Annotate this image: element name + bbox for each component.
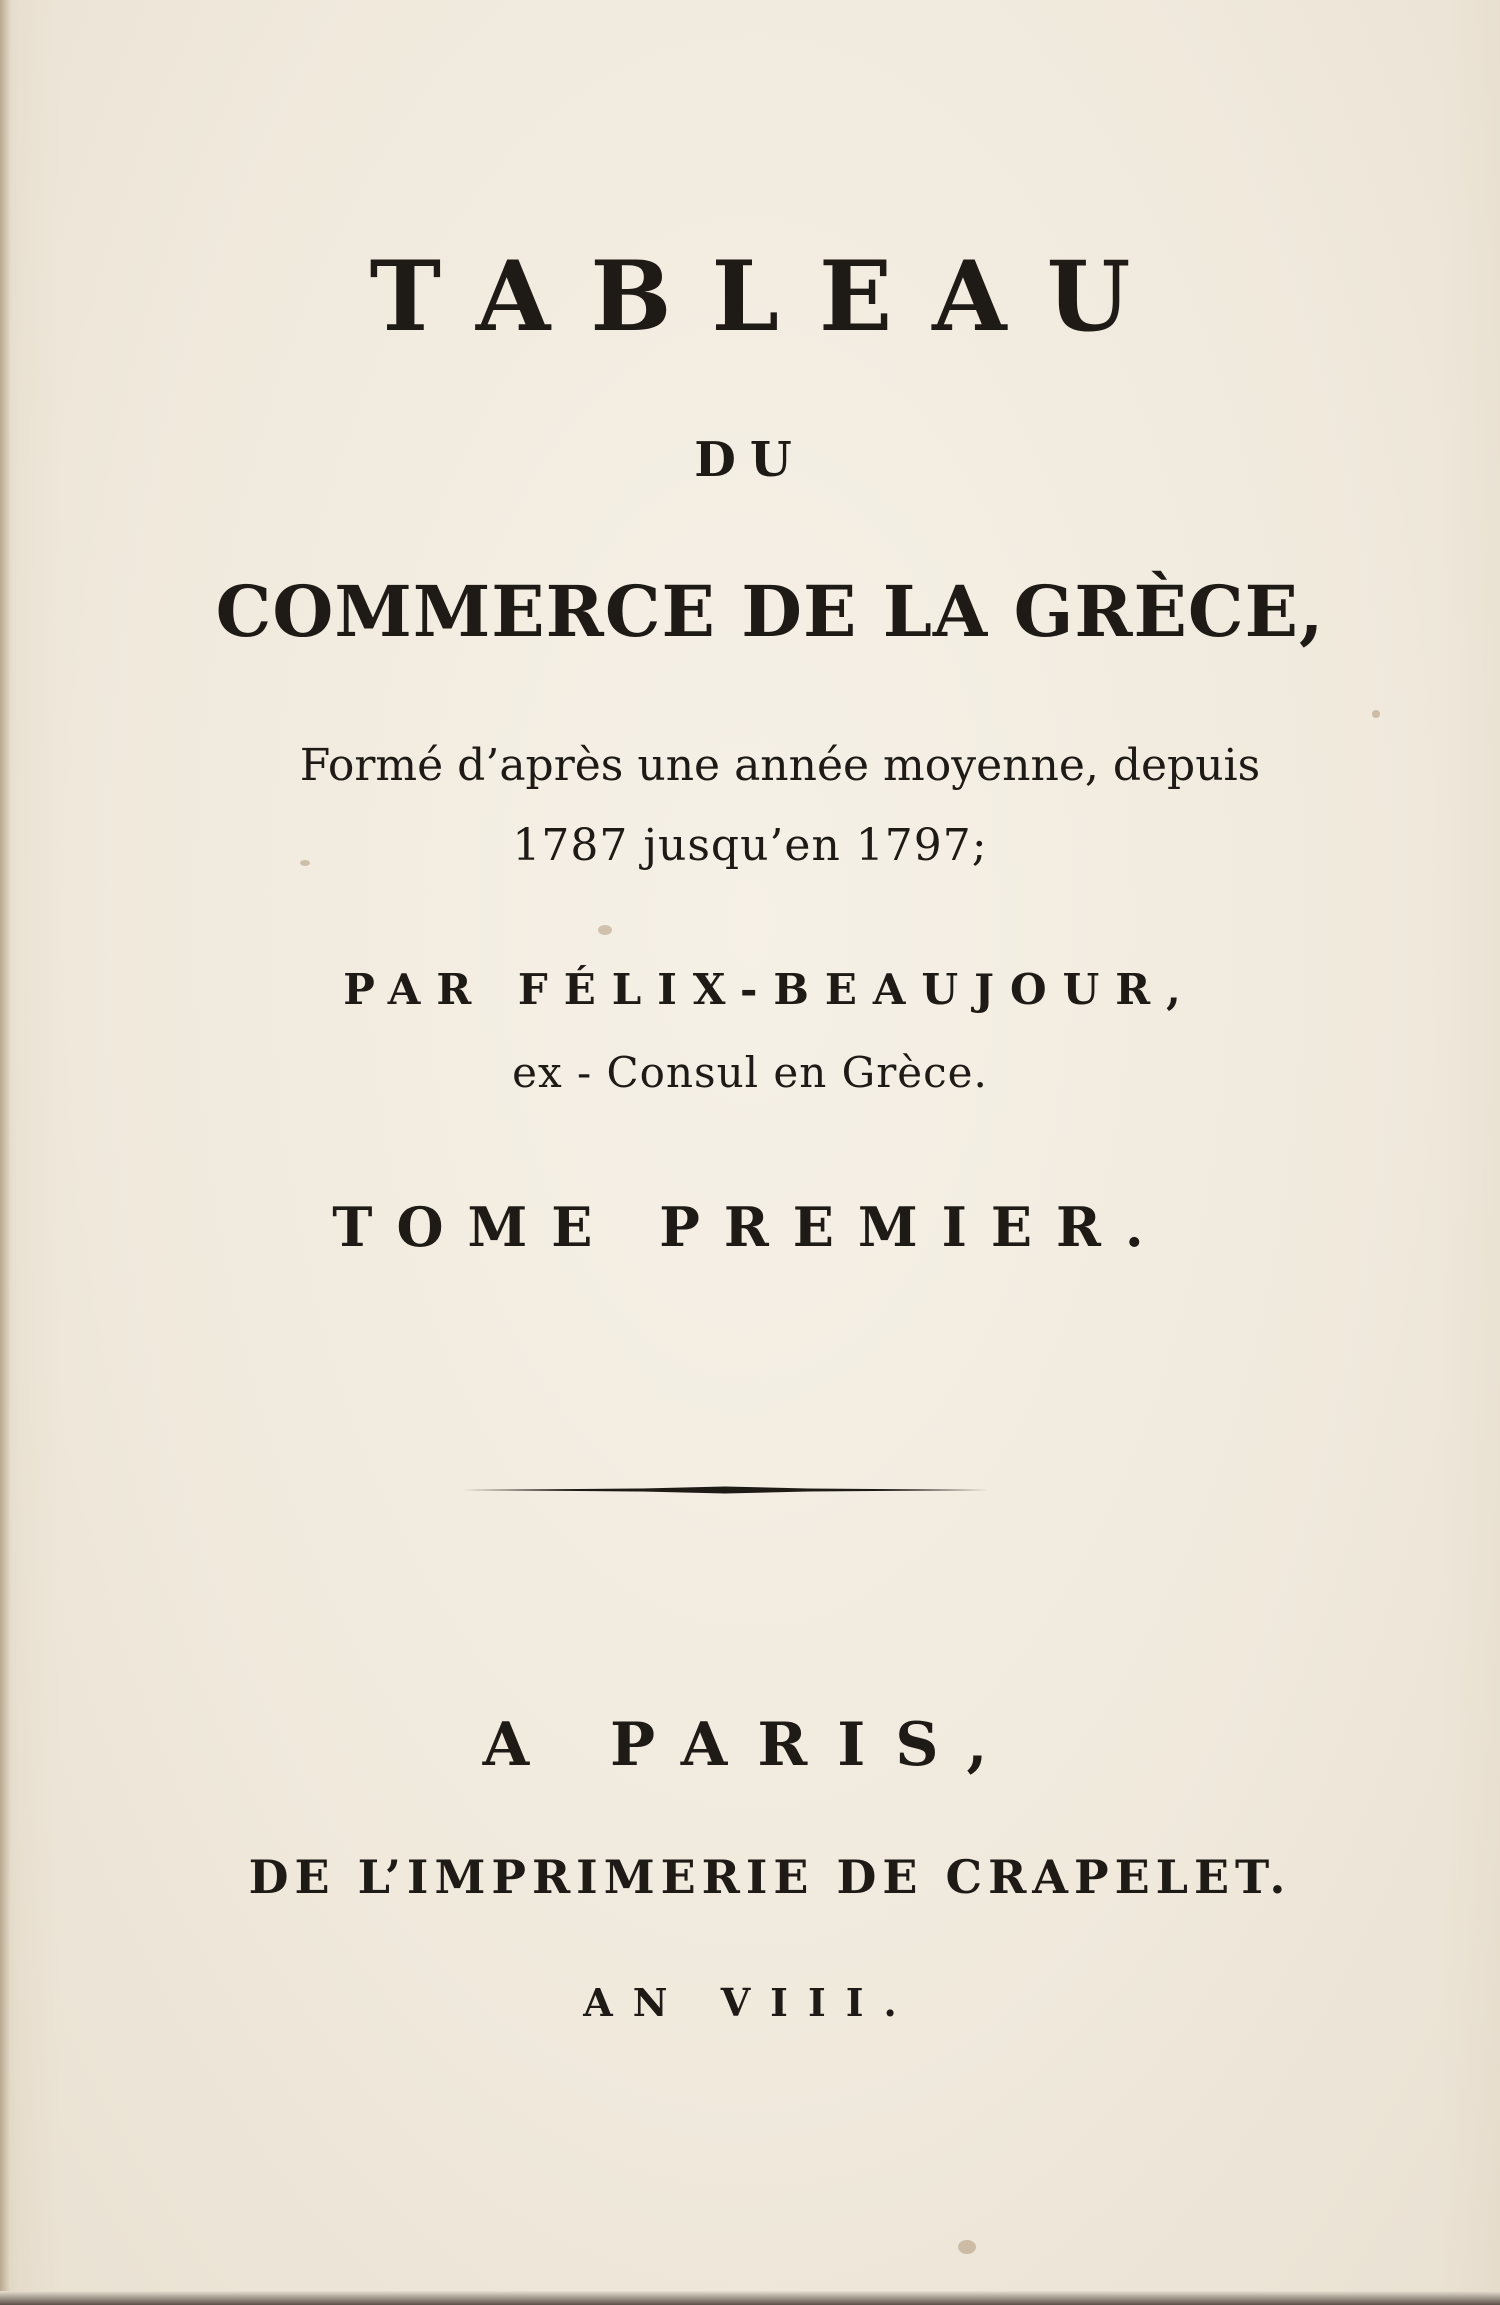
volume-label: TOME PREMIER. — [332, 1195, 1168, 1259]
foxing-spot — [598, 925, 612, 935]
foxing-spot — [958, 2240, 976, 2254]
book-title: TABLEAU — [369, 240, 1171, 353]
printer-line: DE L’IMPRIMERIE DE CRAPELET. — [248, 1850, 1292, 1904]
publication-year: AN VIII. — [583, 1980, 917, 2025]
subtitle-line-2: 1787 jusqu’en 1797; — [512, 820, 988, 871]
author-line: PAR FÉLIX-BEAUJOUR, — [343, 965, 1197, 1014]
publication-place: A PARIS, — [482, 1710, 1018, 1780]
page-bottom-edge — [0, 2291, 1500, 2305]
book-subject: COMMERCE DE LA GRÈCE, — [215, 570, 1325, 653]
author-position: ex - Consul en Grèce. — [512, 1048, 988, 1097]
foxing-spot — [1372, 710, 1380, 718]
subtitle-line-1: Formé d’après une année moyenne, depuis — [299, 740, 1261, 791]
title-connector: DU — [694, 432, 806, 488]
decorative-rule — [462, 1486, 988, 1494]
